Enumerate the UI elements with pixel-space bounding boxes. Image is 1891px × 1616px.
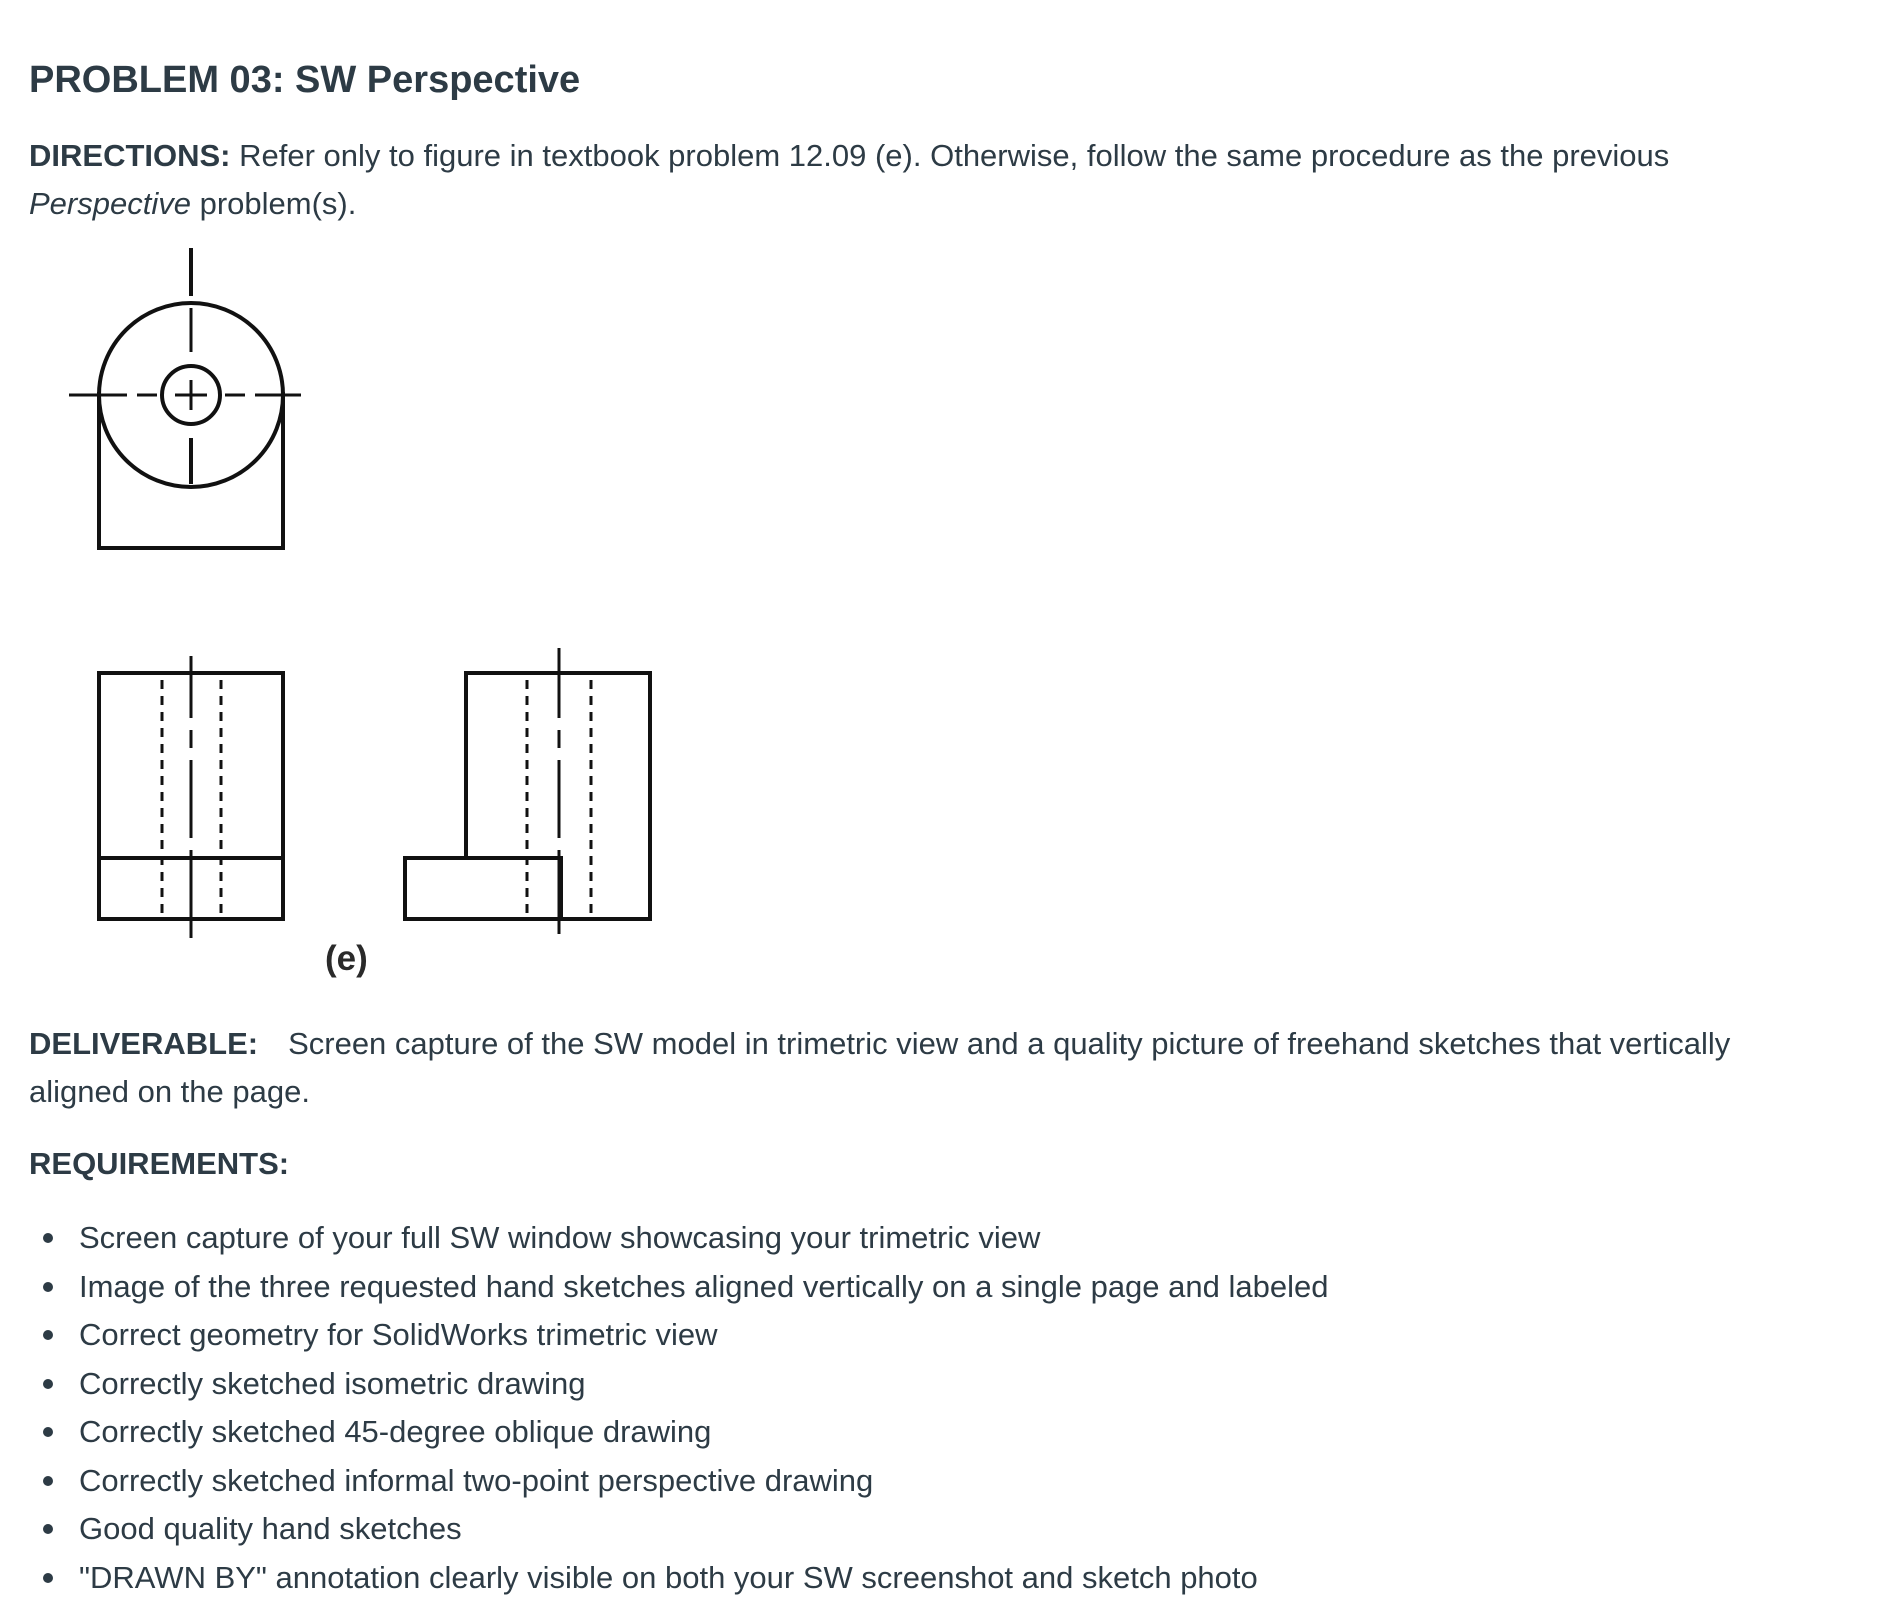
side-view: [405, 648, 650, 934]
list-item: Image of the three requested hand sketches aligned vertically on a single page and labeled: [29, 1263, 1829, 1312]
list-item: Correct geometry for SolidWorks trimetric view: [29, 1311, 1829, 1360]
bullet-icon: [43, 1573, 53, 1583]
orthographic-views-drawing: [69, 248, 669, 988]
list-item: Good quality hand sketches: [29, 1505, 1829, 1554]
directions-text-before: Refer only to figure in textbook problem 12.09 (e). Otherwise, follow the same procedure as the previous: [230, 138, 1670, 173]
directions-text-after: problem(s).: [190, 186, 357, 221]
bullet-icon: [43, 1282, 53, 1292]
directions-emphasis: Perspective: [29, 186, 191, 221]
requirements-heading: [29, 1140, 1829, 1188]
textbook-figure: [69, 248, 669, 993]
deliverable-text: Screen capture of the SW model in trimetric view and a quality picture of freehand sketches that vertically aligned on the page.: [29, 1026, 1731, 1109]
list-item: Correctly sketched informal two-point perspective drawing: [29, 1457, 1829, 1506]
bullet-icon: [43, 1379, 53, 1389]
directions-paragraph: [29, 132, 1829, 228]
bullet-icon: [43, 1476, 53, 1486]
front-view: [99, 656, 283, 938]
deliverable-paragraph: [29, 1020, 1829, 1116]
bullet-icon: [43, 1233, 53, 1243]
page-title: PROBLEM 03: SW Perspective: [29, 59, 581, 101]
bullet-icon: [43, 1330, 53, 1340]
list-item: Correctly sketched 45-degree oblique drawing: [29, 1408, 1829, 1457]
bullet-icon: [43, 1427, 53, 1437]
requirements-label: REQUIREMENTS:: [29, 1146, 290, 1181]
figure-caption: (e): [325, 939, 368, 978]
deliverable-label: DELIVERABLE:: [29, 1026, 259, 1061]
directions-label: DIRECTIONS:: [29, 138, 231, 173]
list-item: "DRAWN BY" annotation clearly visible on both your SW screenshot and sketch photo: [29, 1554, 1829, 1603]
requirements-list: [29, 1214, 1829, 1602]
list-item: Screen capture of your full SW window showcasing your trimetric view: [29, 1214, 1829, 1263]
bullet-icon: [43, 1524, 53, 1534]
top-view: [69, 248, 301, 548]
list-item: Correctly sketched isometric drawing: [29, 1360, 1829, 1409]
